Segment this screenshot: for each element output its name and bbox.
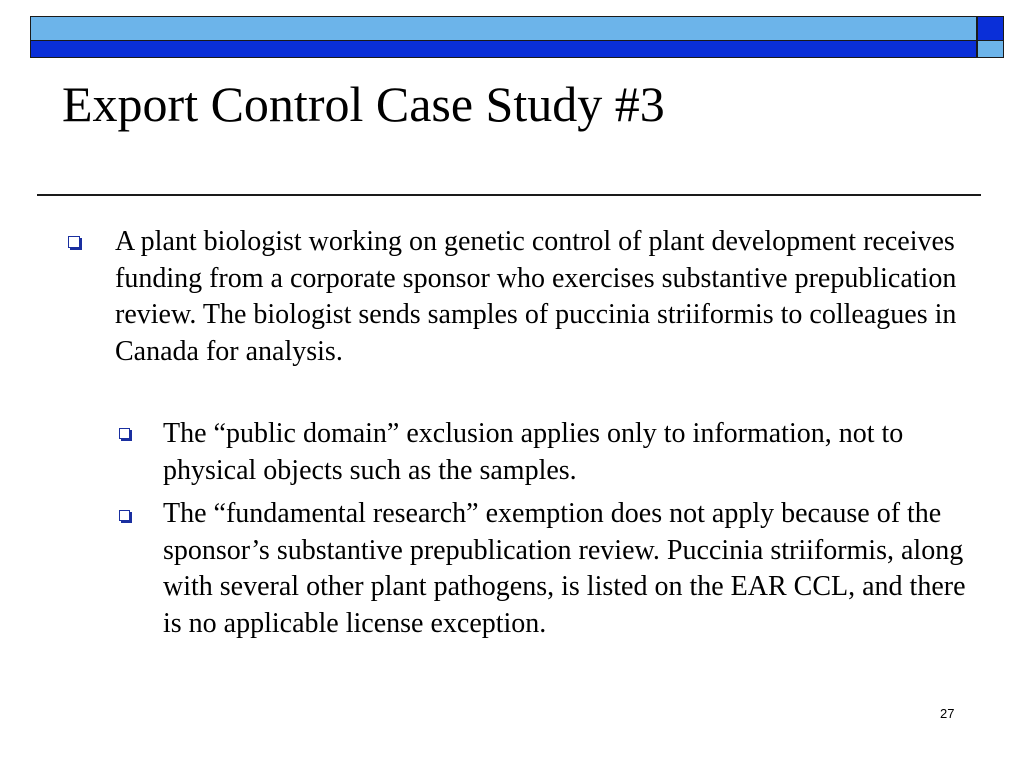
bullet-text-main: A plant biologist working on genetic control of plant development receives funding from a corporate sponsor who exercises substantive prepublication review. The biologist sends samples of puccinia striiformis to colleagues in Canada for analysis.	[115, 226, 957, 367]
slide-title: Export Control Case Study #3	[62, 76, 665, 132]
hollow-square-bullet-icon	[68, 236, 80, 248]
page-number: 27	[940, 706, 955, 721]
bullet-text-sub-2: The “fundamental research” exemption does not apply because of the sponsor’s substantive prepublication review. Puccinia striiformis, along with several other plant pathogens, is listed on the EAR CCL, and there is no applicable license exception.	[163, 498, 966, 639]
header-square-dark	[977, 16, 1004, 41]
title-divider	[37, 194, 981, 196]
hollow-square-bullet-icon	[119, 428, 130, 439]
header-square-light	[977, 40, 1004, 58]
bullet-text-sub-1: The “public domain” exclusion applies only to information, not to physical objects such as the samples.	[163, 418, 904, 486]
header-bar-light	[30, 16, 977, 41]
header-bar-dark	[30, 40, 977, 58]
hollow-square-bullet-icon	[119, 510, 130, 521]
